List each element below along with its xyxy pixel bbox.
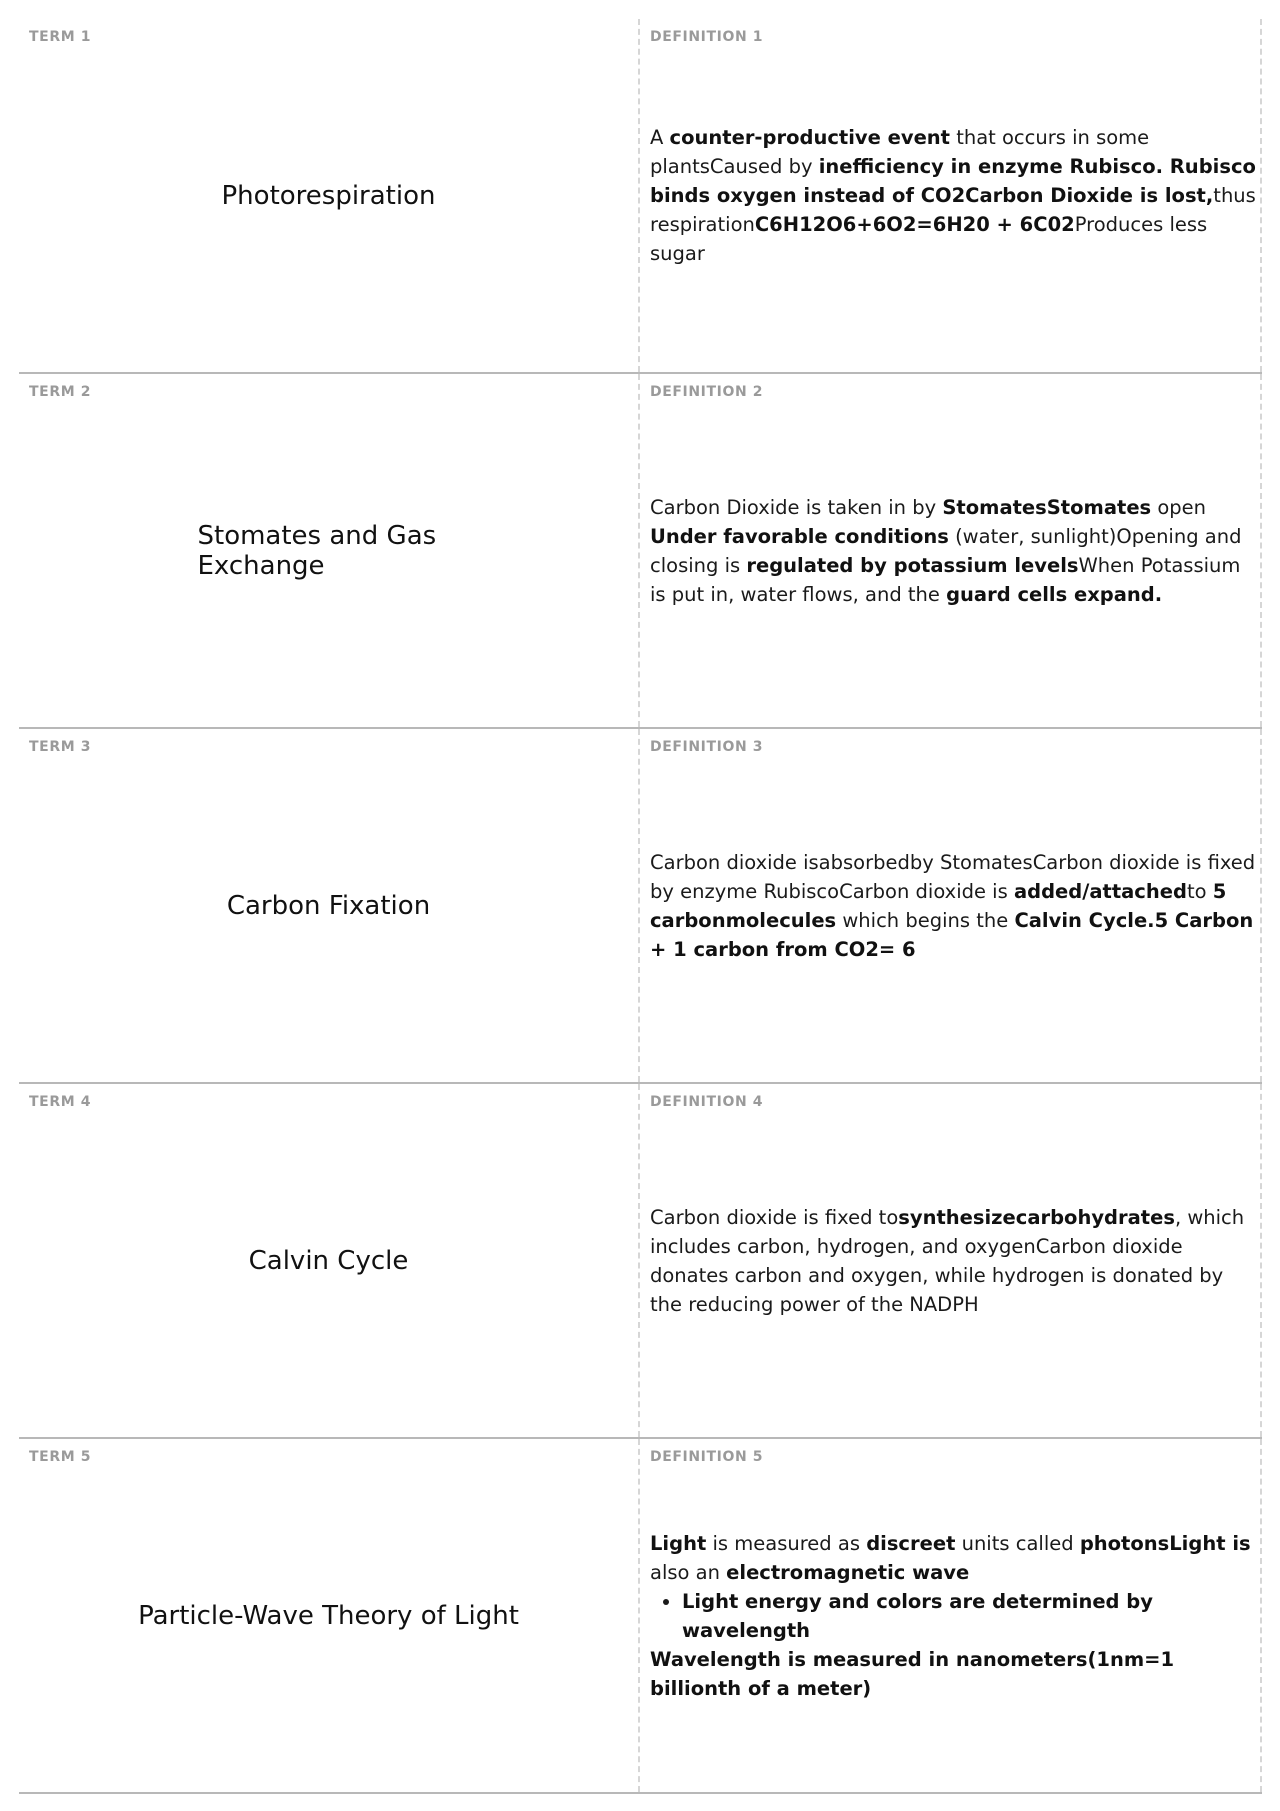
definition-bold-segment: electromagnetic wave	[726, 1560, 970, 1584]
term-label: TERM 5	[29, 1449, 92, 1465]
definition-segment: (water, sunlight)Opening and closing is	[650, 524, 1242, 577]
definition-text	[650, 848, 1256, 964]
term-cell	[19, 729, 640, 1082]
definition-label: DEFINITION 3	[650, 739, 764, 755]
definition-segment: Carbon Dioxide is taken in by	[650, 495, 943, 519]
definition-bold-segment: C6H12O6+6O2=6H20 + 6C02	[754, 213, 1075, 236]
definition-bold-segment: regulated by potassium levels	[746, 553, 1079, 577]
definition-bold-segment: StomatesStomates	[942, 495, 1152, 519]
term-text: Calvin Cycle	[248, 1245, 409, 1276]
definition-label: DEFINITION 4	[650, 1094, 764, 1110]
term-cell	[19, 1439, 640, 1792]
term-cell	[19, 374, 640, 727]
definition-bold-segment: Light	[650, 1531, 707, 1555]
definition-bullet-list	[650, 1587, 1256, 1645]
definition-cell	[640, 1439, 1262, 1792]
definition-bold-segment: Light energy and colors are determined by wavelength	[682, 1589, 1153, 1642]
definition-wrap	[650, 1084, 1256, 1437]
term-label: TERM 1	[29, 29, 92, 45]
term-wrap	[19, 729, 638, 1082]
definition-bold-segment: synthesizecarbohydrates	[898, 1205, 1175, 1229]
definition-segment: , which includes carbon, hydrogen, and oxygenCarbon dioxide donates carbon and oxygen, while hydrogen is donated by the reducing power of the NADPH	[650, 1205, 1245, 1316]
definition-label: DEFINITION 5	[650, 1449, 764, 1465]
definition-segment: Produces less sugar	[650, 213, 1208, 265]
term-wrap	[19, 1439, 638, 1792]
term-wrap	[19, 1084, 638, 1437]
definition-text	[650, 493, 1256, 609]
definition-label: DEFINITION 1	[650, 29, 764, 45]
definition-wrap	[650, 374, 1256, 727]
definition-segment: which begins the	[836, 908, 1015, 932]
definition-bold-segment: Under favorable conditions	[650, 524, 949, 548]
term-cell	[19, 19, 640, 372]
definition-segment: thus respiration	[650, 184, 1256, 236]
term-wrap	[19, 374, 638, 727]
definition-cell	[640, 374, 1262, 727]
definition-segment: Carbon dioxide is fixed to	[650, 1205, 899, 1229]
term-label: TERM 4	[29, 1094, 92, 1110]
definition-wrap	[650, 19, 1256, 372]
definition-bold-segment: 5 carbonmolecules	[650, 879, 1227, 932]
term-label: TERM 3	[29, 739, 92, 755]
flashcard-row	[19, 1084, 1262, 1439]
card-list	[19, 19, 1262, 1794]
definition-cell	[640, 1084, 1262, 1437]
definition-bold-segment: guard cells expand.	[946, 582, 1163, 606]
definition-segment: is measured as	[706, 1531, 867, 1555]
definition-bold-segment: Wavelength is measured in nanometers(1nm=1 billionth of a meter)	[650, 1647, 1175, 1700]
term-label: TERM 2	[29, 384, 92, 400]
definition-bold-segment: photonsLight is	[1079, 1531, 1251, 1555]
definition-bold-segment: added/attached	[1013, 879, 1187, 903]
flashcard-row	[19, 374, 1262, 729]
definition-text	[650, 1529, 1256, 1703]
definition-bold-segment: Calvin Cycle.5 Carbon + 1 carbon from CO2= 6	[650, 908, 1254, 961]
definition-label: DEFINITION 2	[650, 384, 764, 400]
definition-segment: A	[650, 126, 670, 149]
term-text: Stomates and Gas Exchange	[197, 520, 437, 581]
definition-bold-segment: discreet	[866, 1531, 956, 1555]
definition-wrap	[650, 729, 1256, 1082]
definition-bold-segment: inefficiency in enzyme Rubisco. Rubisco binds oxygen instead of CO2Carbon Dioxide is lost,	[650, 155, 1256, 207]
term-cell	[19, 1084, 640, 1437]
definition-segment: When Potassium is put in, water flows, and the	[650, 553, 1241, 606]
definition-segment: units called	[955, 1531, 1080, 1555]
definition-text	[650, 1203, 1256, 1319]
definition-bold-segment: counter-productive event	[669, 126, 950, 149]
definition-segment: Carbon dioxide isabsorbedby StomatesCarbon dioxide is fixed by enzyme RubiscoCarbon dioxide is	[650, 850, 1256, 903]
definition-text	[650, 123, 1256, 268]
term-text: Particle-Wave Theory of Light	[138, 1600, 519, 1631]
definition-bullet-item	[682, 1587, 1256, 1645]
definition-segment: open	[1151, 495, 1207, 519]
definition-cell	[640, 729, 1262, 1082]
definition-segment: also an	[650, 1560, 727, 1584]
definition-wrap	[650, 1439, 1256, 1792]
definition-segment: that occurs in some plantsCaused by	[650, 126, 1150, 178]
term-wrap	[19, 19, 638, 372]
flashcard-row	[19, 19, 1262, 374]
definition-cell	[640, 19, 1262, 372]
flashcard-row	[19, 729, 1262, 1084]
flashcard-row	[19, 1439, 1262, 1794]
term-text: Carbon Fixation	[226, 890, 431, 921]
definition-segment: to	[1186, 879, 1213, 903]
flashcard-sheet	[19, 19, 1262, 1794]
term-text: Photorespiration	[221, 180, 436, 211]
